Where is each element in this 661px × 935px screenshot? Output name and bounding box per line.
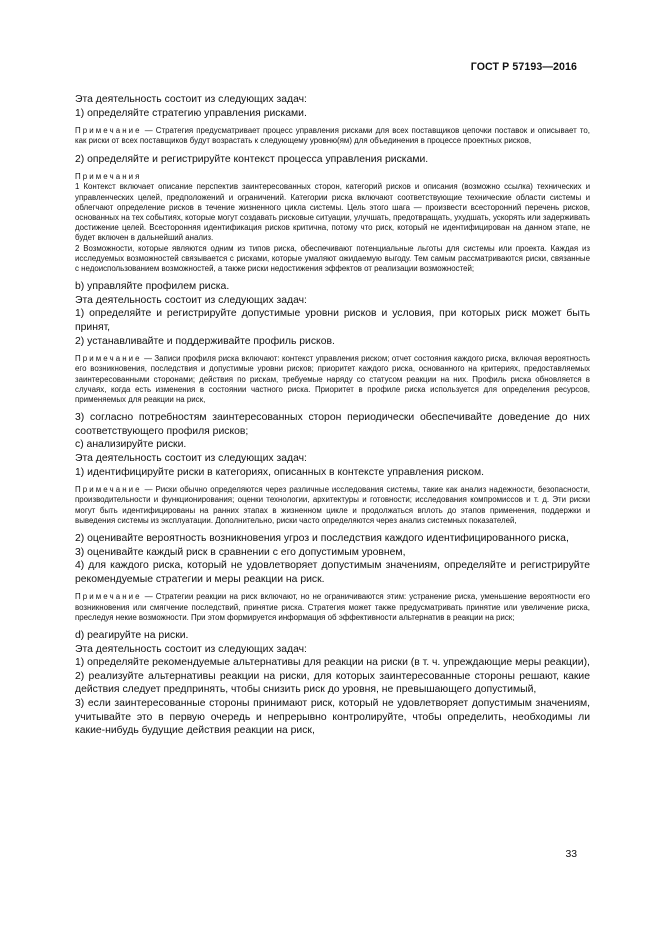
list-item: с) анализируйте риски. bbox=[75, 439, 187, 451]
list-item: 2) реализуйте альтернативы реакции на риски, для которых заинтересованные стороны решают, какие действия следует предпринять, чтобы снизить риск до уровня, не превышающего допустимый, bbox=[75, 670, 590, 696]
list-item: 3) согласно потребностям заинтересованных сторон периодически обеспечивайте доведение до них соответствующего профиля рисков; bbox=[75, 412, 590, 437]
list-item: 2) устанавливайте и поддерживайте профиль рисков. bbox=[75, 335, 335, 347]
document-code: ГОСТ Р 57193—2016 bbox=[470, 61, 577, 73]
list-item: 3) оценивайте каждый риск в сравнении с его допустимым уровнем, bbox=[75, 546, 406, 558]
paragraph: Эта деятельность состоит из следующих задач: bbox=[75, 294, 307, 306]
list-item: 4) для каждого риска, который не удовлетворяет допустимым значениям, определяйте и регистрируйте рекомендуемые стратегии и меры реакции на риск. bbox=[75, 560, 590, 585]
notes-heading bbox=[75, 172, 590, 182]
list-item: 3) если заинтересованные стороны принимают риск, который не удовлетворяет допустимым значениям, учитывайте это в первую очередь и непрерывно контролируйте, чтобы определить, необходимы ли какие-нибудь будущие действия реакции на риск, bbox=[75, 697, 590, 737]
note-text: — Стратегия предусматривает процесс управления рисками для всех поставщиков цепочки поставок и описывает то, как риски от всех поставщиков будут возрастать к следующему уровню(ям) для объединения в процессе проектных рисков, bbox=[75, 126, 590, 146]
note-label: Примечание bbox=[75, 592, 142, 602]
list-item: d) реагируйте на риски. bbox=[75, 629, 189, 641]
paragraph: Эта деятельность состоит из следующих задач: bbox=[75, 94, 307, 105]
note-label: Примечание bbox=[75, 354, 142, 364]
note bbox=[75, 592, 590, 623]
note-label: Примечание bbox=[75, 126, 142, 136]
list-item: 1) идентифицируйте риски в категориях, описанных в контексте управления риском. bbox=[75, 466, 485, 478]
page-number: 33 bbox=[565, 849, 577, 860]
note bbox=[75, 126, 590, 146]
notes-label: Примечания bbox=[75, 172, 142, 182]
list-item: 2) определяйте и регистрируйте контекст процесса управления рисками. bbox=[75, 153, 429, 165]
list-item: 1) определяйте стратегию управления рисками. bbox=[75, 107, 307, 119]
note-item: 1 Контекст включает описание перспектив заинтересованных сторон, категорий рисков и описания (возможно ссылка) технических и управленческих целей, предположений и ограничений. Категории риска включают соответствующие технические области системы и облегчают определение рисков в течение жизненного цикла системы. Цель этого шага — произвести всесторонний перечень рисков, основанных на тех событиях, которые могут создавать рисковые ситуации, улучшать, предотвращать, ухудшать, ускорять или задерживать достижение целей. Всесторонняя идентификация рисков критична, потому что риск, который не идентифицирован на данном этапе, не будет включен в дальнейший анализ. bbox=[75, 182, 591, 243]
paragraph: Эта деятельность состоит из следующих задач: bbox=[75, 643, 307, 655]
list-item: 2) оценивайте вероятность возникновения угроз и последствия каждого идентифицированного риска, bbox=[75, 532, 569, 544]
note-text: — Стратегии реакции на риск включают, но не ограничиваются этим: устранение риска, уменьшение вероятности его возникновения или смягчение последствий, принятие риска. Стратегия может также предусматривать принятие или увеличение риска, преследуя некие возможности. При этом формируется информация об эффективности альтернатив в реакции на риск; bbox=[75, 592, 590, 622]
note bbox=[75, 354, 590, 405]
list-item: 1) определяйте и регистрируйте допустимые уровни рисков и условия, при которых риск может быть принят, bbox=[75, 308, 590, 333]
note-item: 2 Возможности, которые являются одним из типов риска, обеспечивают потенциальные льготы для системы или проекта. Каждая из исследуемых возможностей связывается с рисками, которые умаляют ожидаемую выгоду. Тем самым рассматриваются риски, связанные с недоиспользованием возможностей, а также риски недостижения эффектов от реализации возможностей; bbox=[75, 243, 590, 274]
note-text: — Записи профиля риска включают: контекст управления риском; отчет состояния каждого риска, включая вероятность его возникновения, последствия и допустимые уровни рисков; приоритет каждого риска, основанного на критериях, предоставляемых заинтересованными сторонами; действия по рискам, требуемые наряду со статусом реакции на них. Профиль риска обновляется в случаях, когда есть изменения в состоянии частного риска. Приоритет в профиле риска используется для определения ресурсов, применяемых для реакции на риск, bbox=[75, 354, 590, 404]
note-text: — Риски обычно определяются через различные исследования системы, такие как анализ надежности, безопасности, производительности и функционирования; оценки технологии, архитектуры и готовности; исследования компромиссов и т. д. Эти риски могут быть идентифицированы на ранних этапах в жизненном цикле и продолжаться вплоть до этапов применения, поддержки и выведения системы из эксплуатации. Дополнительно, риски часто определяются через анализ системных показателей, bbox=[75, 485, 590, 525]
note bbox=[75, 485, 590, 526]
list-item: b) управляйте профилем риска. bbox=[75, 281, 230, 293]
list-item: 1) определяйте рекомендуемые альтернативы для реакции на риски (в т. ч. упреждающие меры реакции), bbox=[75, 657, 590, 669]
page-body bbox=[75, 93, 590, 738]
note-label: Примечание bbox=[75, 485, 142, 495]
paragraph: Эта деятельность состоит из следующих задач: bbox=[75, 452, 307, 464]
